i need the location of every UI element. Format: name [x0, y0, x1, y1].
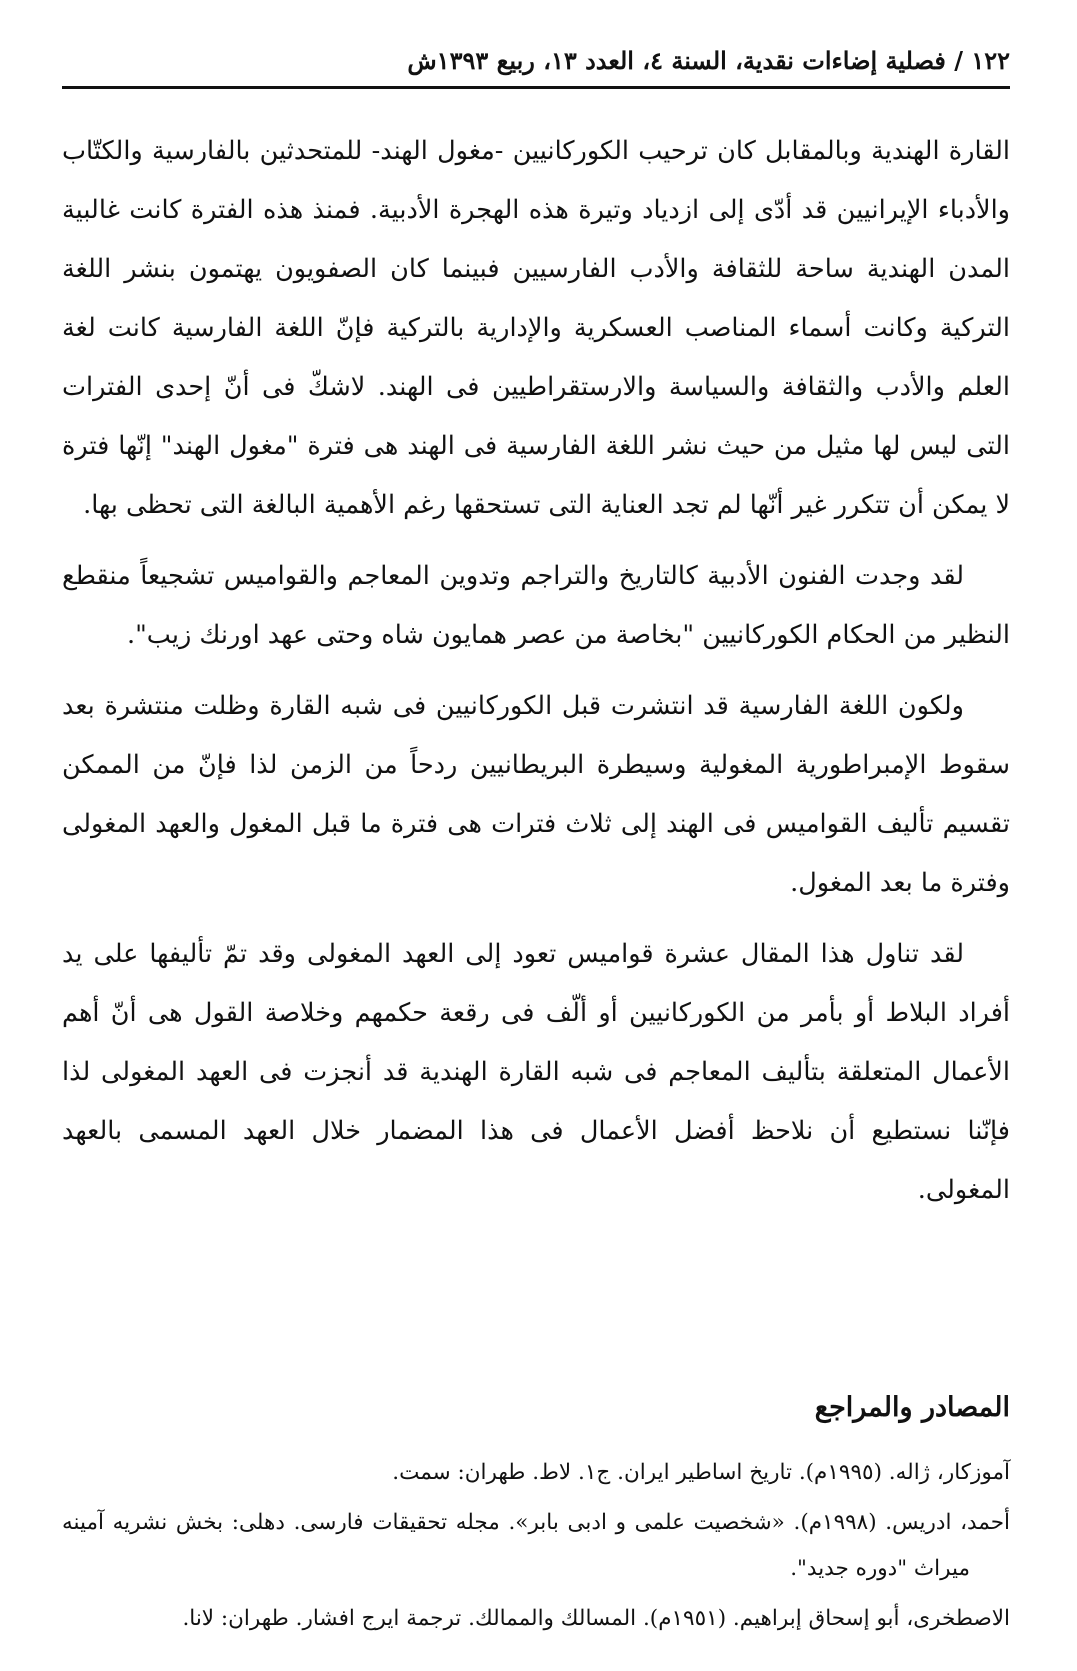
reference-item: الاصطخرى، أبو إسحاق إبراهيم. (١٩٥١م). المسالك والممالك. ترجمة ايرج افشار. طهران: لانا. [182, 1606, 1010, 1631]
paragraph-3: ولكون اللغة الفارسية قد انتشرت قبل الكوركانيين فى شبه القارة وظلت منتشرة بعد سقوط الإمبراطورية المغولية وسيطرة البريطانيين ردحاً من الزمن لذا فإنّ من الممكن تقسيم تأليف القواميس فى الهند إلى ثلاث فترات هى فترة ما قبل المغول والعهد المغولى وفترة ما بعد المغول. [62, 691, 1010, 898]
journal-page [62, 0, 1010, 1671]
paragraph-2: لقد وجدت الفنون الأدبية كالتاريخ والتراجم وتدوين المعاجم والقواميس تشجيعاً منقطع النظير من الحكام الكوركانيين "بخاصة من عصر همايون شاه وحتى عهد اورنك زيب". [62, 561, 1010, 650]
paragraph-1: القارة الهندية وبالمقابل كان ترحيب الكوركانيين -مغول الهند- للمتحدثين بالفارسية والكتّاب والأدباء الإيرانيين قد أدّى إلى ازدياد وتيرة هذه الهجرة الأدبية. فمنذ هذه الفترة كانت غالبية المدن الهندية ساحة للثقافة والأدب الفارسيين فبينما كان الصفويون يهتمون بنشر اللغة التركية وكانت أسماء المناصب العسكرية والإدارية بالتركية فإنّ اللغة الفارسية كانت لغة العلم والأدب والثقافة والسياسة والارستقراطيين فى الهند. لاشكّ فى أنّ إحدى الفترات التى ليس لها مثيل من حيث نشر اللغة الفارسية فى الهند هى فترة "مغول الهند" إنّها فترة لا يمكن أن تتكرر غير أنّها لم تجد العناية التى تستحقها رغم الأهمية البالغة التى تحظى بها. [62, 136, 1010, 520]
reference-item: آموزكار، ژاله. (١٩٩٥م). تاريخ اساطير ايران. ج١. لاط. طهران: سمت. [392, 1460, 1010, 1485]
references-list [62, 1450, 1010, 1646]
reference-item: أحمد، ادريس. (١٩٩٨م). «شخصيت علمى و ادبى بابر». مجله تحقيقات فارسى. دهلى: بخش نشريه آمينه ميراث "دوره جديد". [62, 1510, 1010, 1581]
header-rule [62, 86, 1010, 89]
body-text [62, 122, 1010, 1232]
paragraph-4: لقد تناول هذا المقال عشرة قواميس تعود إلى العهد المغولى وقد تمّ تأليفها على يد أفراد البلاط أو بأمر من الكوركانيين أو ألّف فى رقعة حكمهم وخلاصة القول هى أنّ أهم الأعمال المتعلقة بتأليف المعاجم فى شبه القارة الهندية قد أنجزت فى العهد المغولى لذا فإنّنا نستطيع أن نلاحظ أفضل الأعمال فى هذا المضمار خلال العهد المسمى بالعهد المغولى. [62, 939, 1010, 1205]
references-heading: المصادر والمراجع [814, 1392, 1010, 1423]
running-header: ١٢٢ / فصلية إضاءات نقدية، السنة ٤، العدد ١٣، ربيع ١٣٩٣ش [407, 46, 1010, 75]
